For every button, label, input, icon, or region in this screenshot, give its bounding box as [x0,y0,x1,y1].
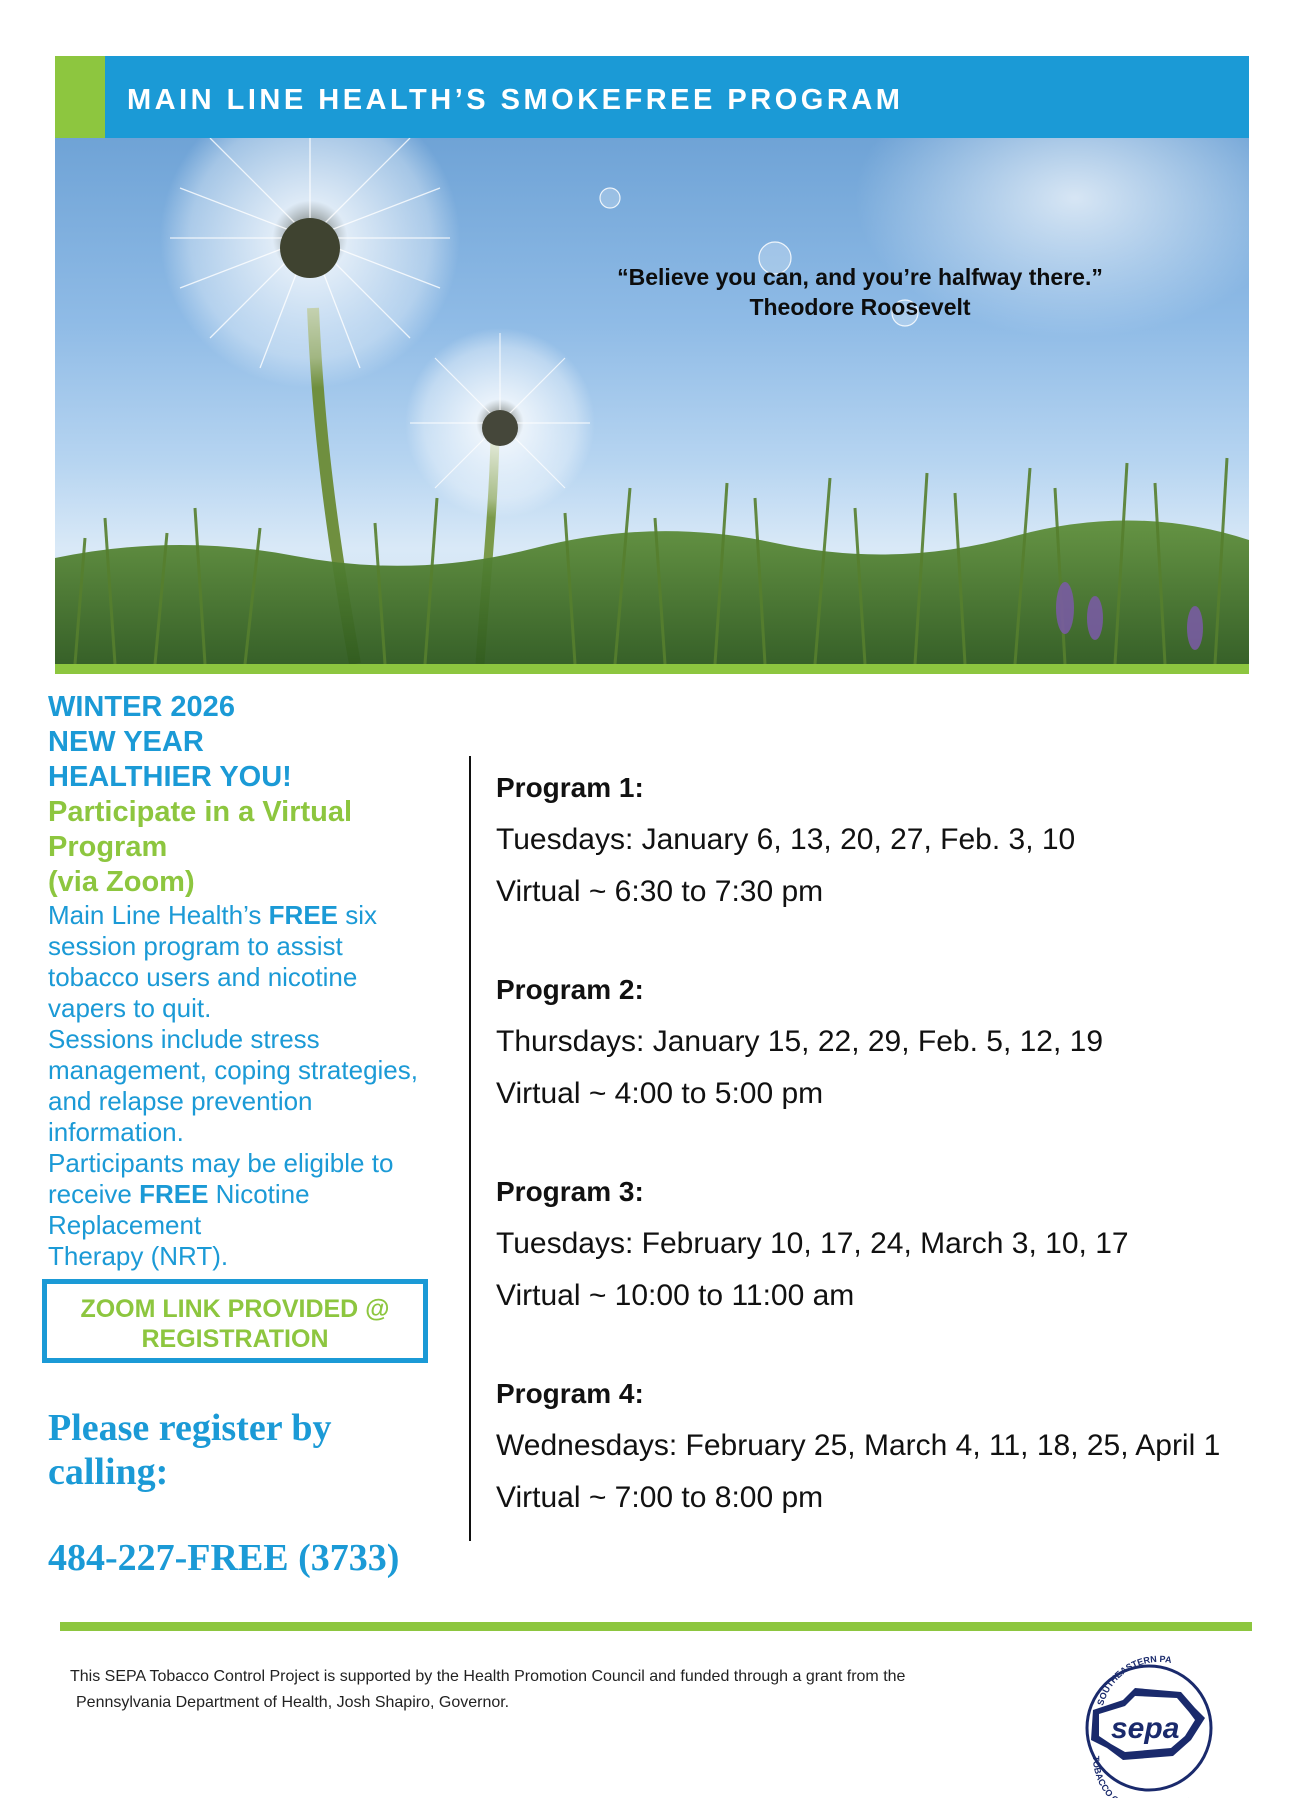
program-block [496,1368,1256,1570]
logo-arc-top: SOUTHEASTERN PA [1095,1653,1173,1707]
healthier-you-heading: HEALTHIER YOU! [48,761,292,793]
footer-green-rule [60,1622,1252,1631]
sessions-line: management, coping strategies, [48,1055,418,1085]
description-line: vapers to quit. [48,993,212,1023]
program-schedule [496,762,1256,1570]
program-title: Program 4: [496,1378,644,1409]
header-banner [55,56,1249,138]
logo-arc-bottom-text [1091,1756,1194,1798]
virtual-heading-line1: Participate in a Virtual [48,796,353,828]
header-green-accent [55,56,105,138]
new-year-heading: NEW YEAR [48,726,204,758]
sessions-line: Sessions include stress [48,1024,320,1054]
program-title: Program 3: [496,1176,644,1207]
program-dates: Wednesdays: February 25, March 4, 11, 18, 25, April 1 [496,1429,1221,1462]
logo-arc-bottom: TOBACCO [1090,1755,1115,1798]
program-time: Virtual ~ 6:30 to 7:30 pm [496,875,824,908]
sessions-line: and relapse prevention [48,1086,313,1116]
zoom-notice-line2: REGISTRATION [141,1325,329,1353]
description-line: session program to assist [48,931,343,961]
logo-word: sepa [1111,1712,1180,1745]
program-dates: Tuesdays: January 6, 13, 20, 27, Feb. 3, 10 [496,823,1076,856]
eligibility-line: Replacement [48,1210,202,1240]
virtual-heading-line2: Program [48,831,168,863]
virtual-heading-line3: (via Zoom) [48,866,195,898]
program-dates: Thursdays: January 15, 22, 29, Feb. 5, 12, 19 [496,1025,1104,1058]
quote-author: Theodore Roosevelt [749,294,971,320]
column-divider [469,756,471,1541]
header-title: MAIN LINE HEALTH’S SMOKEFREE PROGRAM [127,84,904,116]
description-line: Main Line Health’s FREE six [48,900,378,930]
hero-bottom-green-rule [55,664,1249,674]
program-time: Virtual ~ 10:00 to 11:00 am [496,1279,855,1312]
eligibility-line: Therapy (NRT). [48,1241,229,1271]
program-title: Program 2: [496,974,644,1005]
free-emphasis: FREE [139,1179,209,1209]
season-heading: WINTER 2026 [48,691,235,723]
program-time: Virtual ~ 4:00 to 5:00 pm [496,1077,824,1110]
program-title: Program 1: [496,772,644,803]
hero-image-dandelions [55,138,1249,664]
hero-quote [560,262,1160,322]
register-line1: Please register by [48,1407,332,1449]
disclaimer-line2: Pennsylvania Department of Health, Josh Shapiro, Governor. [76,1694,510,1711]
sepa-logo-graphic [1063,1648,1235,1798]
program-block [496,1166,1256,1368]
program-block [496,762,1256,964]
eligibility-line: receive FREE Nicotine [48,1179,310,1209]
program-dates: Tuesdays: February 10, 17, 24, March 3, 10, 17 [496,1227,1129,1260]
program-time: Virtual ~ 7:00 to 8:00 pm [496,1481,824,1514]
sepa-logo [1063,1648,1235,1798]
free-emphasis: FREE [268,900,338,930]
register-instructions [48,1406,468,1494]
quote-text: “Believe you can, and you’re halfway there.” [617,264,1103,290]
program-description-column [48,690,448,1272]
program-block [496,964,1256,1166]
zoom-notice-line1: ZOOM LINK PROVIDED @ [80,1295,390,1323]
sessions-line: information. [48,1117,184,1147]
register-line2: calling: [48,1451,169,1493]
registration-phone-number[interactable]: 484-227-FREE (3733) [48,1537,400,1579]
description-line: tobacco users and nicotine [48,962,358,992]
eligibility-line: Participants may be eligible to [48,1148,394,1178]
dandelion-illustration [55,138,1249,664]
disclaimer-line1: This SEPA Tobacco Control Project is supported by the Health Promotion Council and funded through a grant from the [70,1668,906,1685]
funding-disclaimer [70,1664,1030,1716]
zoom-link-notice [42,1279,428,1363]
